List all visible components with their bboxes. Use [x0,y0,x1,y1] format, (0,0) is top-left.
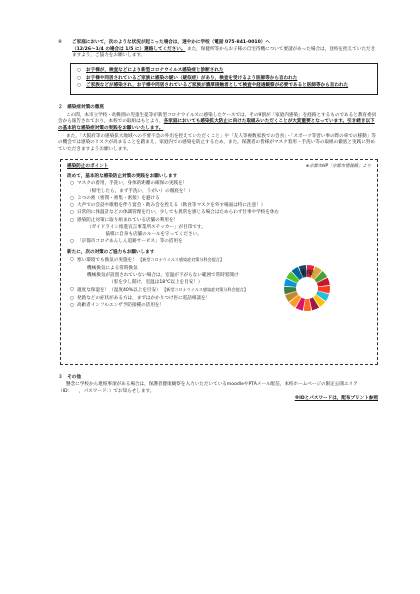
condition-item: ○ お子様や同居されているご家族に感染の疑い（疑似症）があり，検査を受けるよう医師等から言われた [77,75,298,81]
basic-measures-heading: 改めて，基本的な感染防止対策の実践をお願いします [67,174,178,180]
contact-text-b: （12/26～1/4 の場合は 1/5 に）連絡してください。 [72,46,186,52]
list-item: ○ 「京都市コロナあんしん追跡サービス」等の活用を [69,239,183,245]
condition-item: ○ お子様が，検査などにより新型コロナウイルス感染症と診断された [77,67,224,73]
source-note: ※京都市HP「京都市情報館」より [305,163,371,169]
contact-instruction [58,40,378,60]
new-measures-heading: 新たに，次の対策のご協力もお願いします [67,250,155,256]
section-2-paragraph-1: この間，本市立学校・幼稚園の児童生徒等が新型コロナウイルスに感染したケースでは，その9割が「家庭内感染」を経路とするものであると教育委員会から報告されており，本校での取組はもとより，各家庭においても感染拡大防止に向けた取組みいただくことが大変重要となっています。引き続き以下の基本的な感染症対策の実践をお願いいたします。 [58,112,377,131]
section-3-paragraph: 懸念に学校から連絡事項がある場合は，保護者健康観察を入力いただいているmoodleやPTAメール配信，本校ホームページの限定公開エリア（ID： ，パスワード：）でお知らせします。 [58,382,358,394]
contact-text-a: ご家庭において，次のような状況が起こった場合は，速やかに学校（電話 075-841-0010）へ [72,40,270,45]
item-marker: ⑧ [58,40,63,45]
document-page [58,40,378,402]
list-item: ○ ３つの密（密閉・密集・密接）を避ける [69,195,160,201]
list-item: 機械換気が設置されていない場合は，室温が下がらない範囲で常時窓開け [87,272,239,278]
prevention-points-title: 感染防止のポイント [67,163,109,169]
list-item: （ガイドライン推進宣言事業所ステッカー」が目印です。 [87,224,206,230]
list-item: ○ 発熱などの症状がある方は，まずはかかりつけ医に電話相談を！ [69,295,211,301]
list-item: ○ 寒い環境でも換気の実施を！ 【新型コロナウイルス感染症対策分科会提言】 [69,257,224,264]
report-conditions-box [70,63,378,95]
section-3-title: ３ その他 [58,374,81,380]
list-item: ○ マスクの着用，手洗い，身体的距離の確保の実践を！ [69,181,188,187]
prevention-points-box [60,159,378,365]
list-item: 協模に自身も店舗のルールを守ってください。 [87,232,202,238]
list-item: ○ 高齢者インフルエンザ予防接種の活用を！ [69,302,165,308]
list-item: ○ 大声での会話や歌唱を伴う宴会・飲み会を控える（飲食等マスクを外す場面は特に注意！） [69,203,266,209]
list-item: 機械換気による常時換気 [87,265,138,271]
list-item: ○ 日常的に体温計などの体調管理を行い，少しでも異常を感じる場合はためらわず仕事や学校を休む [69,210,280,216]
list-item: ○ 適度な保湿を！（湿度40%以上を目安） 【新型コロナウイルス感染症対策分科会提言】 [69,287,248,294]
list-item: （窓を少し開け，室温は18℃以上を目安！） [109,280,203,286]
list-item: ○ 感染防止対策に取り組まれている店舗の利用を！ [69,217,179,223]
id-password-note: ※IDとパスワードは，配布プリント参照 [294,395,378,401]
contact-text-c: また，保健所等からお子様の自宅待機について要請があった場合は，登校を控えていただきますよう，ご協力をお願いします。 [72,46,376,59]
section-2-title: ２ 感染症対策の徹底 [58,104,104,110]
section-2-paragraph-2: また，「大阪府等の感染拡大地域への不要不急の外出を控えていただくこと」や「友人等複数家族での会食」・「スポーツ等習い事の際の車での移動」等の機会では感染のリスクが高まることを踏まえ，家庭内での感染を防止するため，また，保護者の皆様がマスク着用・手洗い等の取組の徹底と実践に努めていただきますようお願いします。 [58,133,376,152]
sdgs-center [297,277,318,298]
sdgs-wheel-label: 持続可能な開発目標 [300,268,314,276]
condition-item: ○ ご家族などが感染され，お子様や同居されているご家族が濃厚接触者として検査や経過観察が必要であると医師等から言われた [77,83,349,89]
list-item: （帰宅したら，まず手洗い，うがい）の徹底を！） [87,188,193,194]
